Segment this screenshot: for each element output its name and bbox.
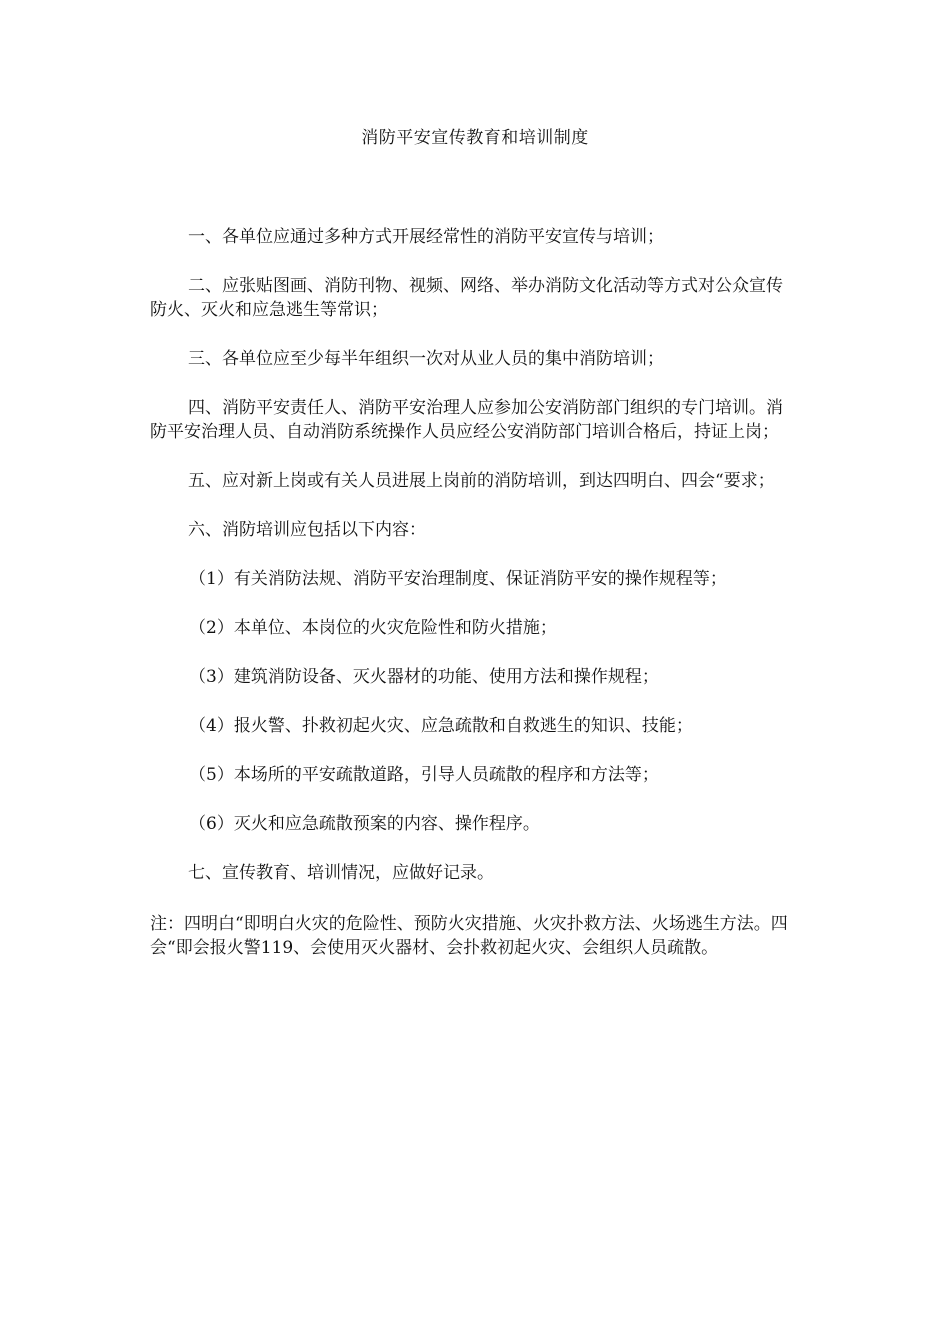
closing-paragraph: 七、宣传教育、培训情况，应做好记录。 [188, 863, 494, 883]
list-item-5: （5）本场所的平安疏散道路，引导人员疏散的程序和方法等； [189, 765, 659, 785]
paragraph-4: 四、消防平安责任人、消防平安治理人应参加公安消防部门组织的专门培训。消防平安治理人员、自动消防系统操作人员应经公安消防部门培训合格后，持证上岗； [150, 398, 783, 442]
list-item-4: （4）报火警、扑救初起火灾、应急疏散和自救逃生的知识、技能； [189, 716, 693, 736]
list-item-2: （2）本单位、本岗位的火灾危险性和防火措施； [189, 618, 557, 638]
paragraph-3: 三、各单位应至少每半年组织一次对从业人员的集中消防培训； [188, 349, 664, 369]
paragraph-1: 一、各单位应通过多种方式开展经常性的消防平安宣传与培训； [188, 227, 664, 247]
paragraph-5: 五、应对新上岗或有关人员进展上岗前的消防培训，到达四明白、四会“要求； [188, 471, 775, 491]
paragraph-6: 六、消防培训应包括以下内容： [188, 520, 426, 540]
list-item-3: （3）建筑消防设备、灭火器材的功能、使用方法和操作规程； [189, 667, 659, 687]
list-item-6: （6）灭火和应急疏散预案的内容、操作程序。 [189, 814, 540, 834]
document-title: 消防平安宣传教育和培训制度 [361, 128, 589, 148]
paragraph-2: 二、应张贴图画、消防刊物、视频、网络、举办消防文化活动等方式对公众宣传防火、灭火和应急逃生等常识； [150, 276, 783, 320]
list-item-1: （1）有关消防法规、消防平安治理制度、保证消防平安的操作规程等； [189, 569, 727, 589]
note-paragraph: 注：四明白“即明白火灾的危险性、预防火灾措施、火灾扑救方法、火场逃生方法。四会“即会报火警119、会使用灭火器材、会扑救初起火灾、会组织人员疏散。 [150, 914, 788, 958]
document-body [150, 225, 795, 960]
